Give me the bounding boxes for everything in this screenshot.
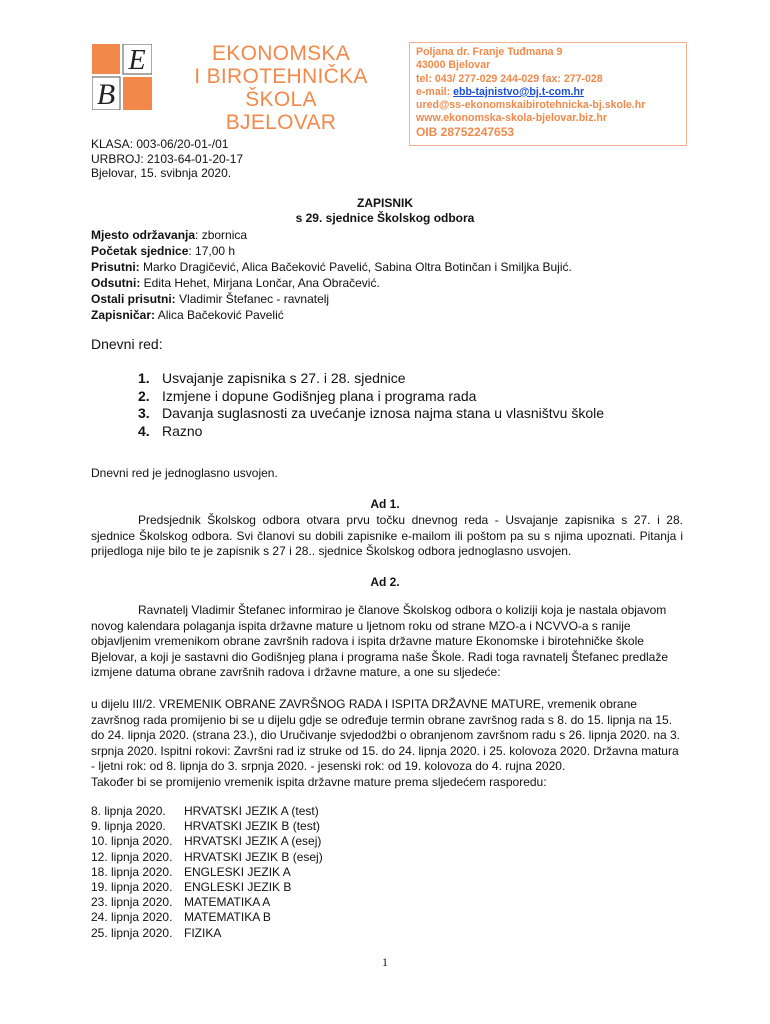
schedule-subject: HRVATSKI JEZIK A (test) (184, 804, 319, 818)
agenda-text: Razno (162, 422, 203, 439)
klasa: KLASA: 003-06/20-01-/01 (91, 137, 229, 151)
schedule-row (91, 804, 323, 819)
info-value: Vladimir Štefanec - ravnatelj (175, 292, 330, 306)
info-row (91, 275, 572, 291)
email-secondary: ured@ss-ekonomskaibirotehnicka-bj.skole.hr (416, 99, 646, 112)
schedule-subject: HRVATSKI JEZIK B (esej) (184, 849, 323, 864)
title-sub: s 29. sjednice Školskog odbora (295, 211, 475, 225)
info-label: Mjesto održavanja (91, 228, 196, 242)
agenda-item (138, 405, 604, 423)
schedule-date: 19. lipnja 2020. (91, 880, 173, 895)
info-row (91, 291, 572, 307)
schedule-row (91, 865, 323, 880)
svg-text:E: E (128, 45, 146, 76)
schedule-row (91, 850, 323, 865)
schedule-subject: MATEMATIKA B (184, 910, 271, 925)
address: Poljana dr. Franje Tuđmana 9 (416, 46, 563, 58)
agenda-adopted: Dnevni red je jednoglasno usvojen. (91, 466, 278, 480)
schedule-row (91, 834, 323, 849)
phone-numbers: tel: 043/ 277-029 244-029 fax: 277-028 (416, 72, 603, 85)
info-label: Odsutni: (91, 276, 141, 290)
agenda-list (138, 370, 604, 440)
ad1-text: Predsjednik Školskog odbora otvara prvu točku dnevnog reda - Usvajanje zapisnika s 27. i 28. sjednice Školskog odbora. Svi članovi su dobili zapisnike e-mailom ili poštom pa su s njima upoznati. Pitanja i prijedloga nije bilo te je zapisnik s 27 i 28.. sjednice Školskog odbora jednoglasno usvojen. (91, 513, 683, 558)
school-logo (92, 44, 152, 110)
schedule-row (91, 895, 323, 910)
schedule-subject: HRVATSKI JEZIK A (esej) (184, 834, 322, 849)
ad2-heading: Ad 2. (370, 575, 400, 589)
ad2-text-2: u dijelu III/2. VREMENIK OBRANE ZAVRŠNOG RADA I ISPITA DRŽAVNE MATURE, vremenik obrane završnog rada promijenio bi se u dijelu gdje se određuje termin obrane završnog rada s 8. do 15. lipnja na 15. do 24. lipnja 2020. (strana 23.), dio Uručivanje svjedodžbi o obranjenom završnom radu s 26. lipnja 2020. na 3. srpnja 2020. Ispitni rokovi: Završni rad iz struke od 15. do 24. lipnja 2020. i 25. kolovoza 2020. Državna matura - ljetni rok: od 8. lipnja do 3. srpnja 2020. - jesenski rok: od 19. kolovoza do 4. rujna 2020. (91, 697, 681, 773)
agenda-number: 3. (138, 405, 150, 421)
school-name (170, 42, 392, 134)
ad1-heading: Ad 1. (370, 497, 400, 511)
school-name-line: I BIROTEHNIČKA ŠKOLA (194, 65, 368, 111)
page-number: 1 (382, 955, 388, 969)
agenda-text: Usvajanje zapisnika s 27. i 28. sjednice (162, 370, 406, 386)
schedule-date: 25. lipnja 2020. (91, 925, 173, 940)
agenda-item (138, 388, 604, 406)
schedule-subject: FIZIKA (184, 925, 222, 940)
schedule-date: 18. lipnja 2020. (91, 864, 173, 879)
info-value: : 17,00 h (188, 244, 236, 258)
agenda-label: Dnevni red: (91, 336, 163, 352)
schedule-date: 10. lipnja 2020. (91, 834, 173, 849)
schedule-date: 9. lipnja 2020. (91, 819, 166, 834)
ad2-text-3: Također bi se promijenio vremenik ispita državne mature prema sljedećem rasporedu: (91, 775, 547, 789)
agenda-text: Izmjene i dopune Godišnjeg plana i programa rada (162, 387, 477, 404)
info-row (91, 227, 572, 243)
schedule-subject: ENGLESKI JEZIK A (184, 864, 291, 879)
email-link[interactable]: ebb-tajnistvo@bj.t-com.hr (453, 85, 585, 98)
document-date: Bjelovar, 15. svibnja 2020. (91, 166, 232, 180)
urbroj: URBROJ: 2103-64-01-20-17 (91, 151, 244, 166)
info-value: : zbornica (195, 228, 248, 242)
exam-schedule (91, 804, 323, 941)
schedule-subject: HRVATSKI JEZIK B (test) (184, 819, 321, 834)
meeting-info (91, 227, 572, 323)
email-prefix: e-mail: (416, 85, 454, 98)
school-name-line: EKONOMSKA (211, 42, 351, 65)
agenda-item (138, 423, 604, 441)
info-row (91, 243, 572, 259)
info-value: Marko Dragičević, Alica Bačeković Pavelić, Sabina Oltra Botinčan i Smiljka Bujić. (139, 260, 572, 274)
schedule-row (91, 819, 323, 834)
schedule-date: 23. lipnja 2020. (91, 895, 173, 910)
info-value: Alica Bačeković Pavelić (155, 308, 284, 322)
ad2-text-1: Ravnatelj Vladimir Štefanec informirao je članove Školskog odbora o koliziji koja je nastala objavom novog kalendara polaganja ispita državne mature u ljetnom roku od strane MZO-a i NCVVO-a s ranije objavljenim vremenikom obrane završnih radova i ispita državne mature Ekonomske i birotehničke škole Bjelovar, a koji je sastavni dio Godišnjeg plana i programa naše Škole. Radi toga ravnatelj Štefanec predlaže izmjene datuma obrane završnih radova i državne mature, a one su sljedeće: (91, 603, 669, 679)
title-main: ZAPISNIK (356, 196, 413, 210)
agenda-number: 1. (138, 370, 150, 386)
schedule-row (91, 926, 323, 941)
school-name-line: BJELOVAR (225, 111, 337, 134)
postal-code: 43000 Bjelovar (416, 59, 491, 72)
agenda-text: Davanja suglasnosti za uvećanje iznosa najma stana u vlasništvu škole (162, 405, 605, 421)
agenda-number: 2. (138, 387, 150, 404)
info-row (91, 259, 572, 275)
website: www.ekonomska-skola-bjelovar.biz.hr (416, 112, 607, 125)
agenda-number: 4. (138, 422, 150, 439)
email-line (416, 86, 680, 99)
info-label: Početak sjednice (91, 244, 189, 258)
agenda-item (138, 370, 604, 388)
info-label: Zapisničar: (91, 308, 156, 322)
document-meta (91, 137, 243, 181)
schedule-row (91, 910, 323, 925)
schedule-subject: MATEMATIKA A (184, 895, 271, 910)
contact-box (409, 42, 687, 146)
info-label: Ostali prisutni: (91, 292, 176, 306)
info-label: Prisutni: (91, 260, 140, 274)
schedule-date: 8. lipnja 2020. (91, 804, 166, 818)
document-title (0, 196, 770, 226)
schedule-row (91, 880, 323, 895)
svg-text:B: B (96, 78, 116, 110)
oib: OIB 28752247653 (416, 124, 515, 139)
info-value: Edita Hehet, Mirjana Lončar, Ana Obračević. (140, 276, 380, 290)
schedule-subject: ENGLESKI JEZIK B (184, 880, 292, 895)
info-row (91, 307, 572, 323)
schedule-date: 24. lipnja 2020. (91, 910, 173, 925)
schedule-date: 12. lipnja 2020. (91, 849, 173, 864)
